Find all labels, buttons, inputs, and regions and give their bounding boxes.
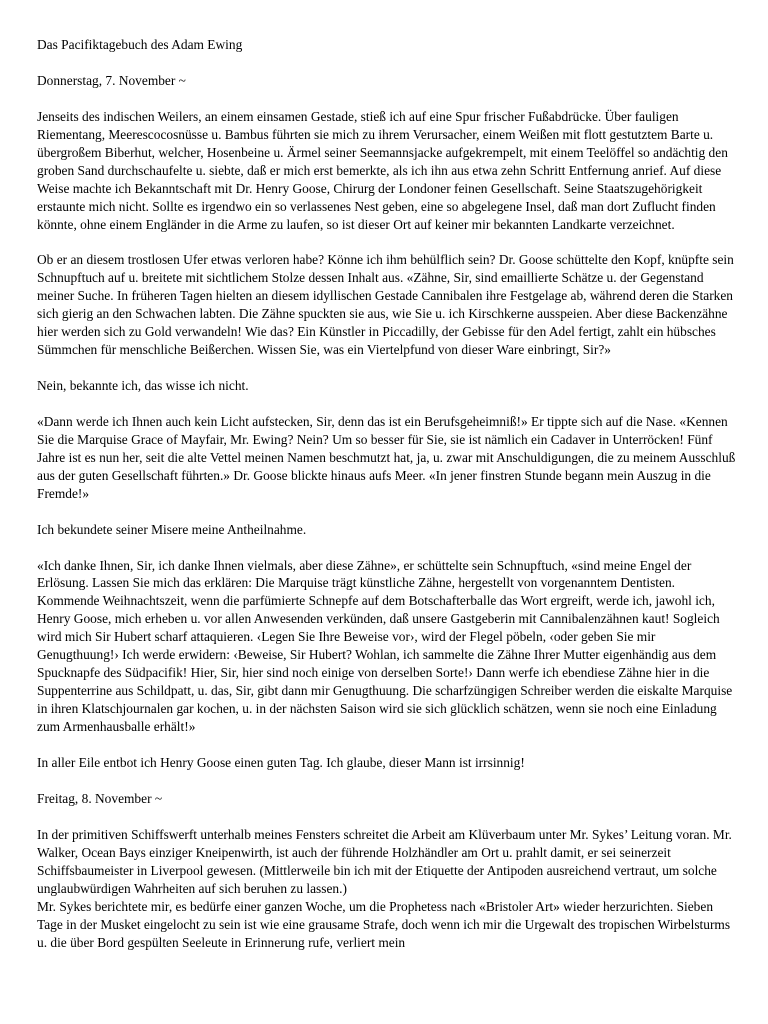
document-page (37, 36, 737, 951)
body-paragraph: Ob er an diesem trostlosen Ufer etwas verloren habe? Könne ich ihm behülflich sein? Dr. Goose schüttelte den Kopf, knüpfte sein Schnupftuch auf u. breitete mit sichtlichem Stolze dessen Inhalt aus. «Zähne, Sir, sind emaillierte Schätze u. der Gegenstand meiner Suche. In früheren Tagen hielten an diesem idyllischen Gestade Cannibalen ihre Festgelage ab, während deren die Starken sich gierig an den Schwachen labten. Die Zähne spuckten sie aus, wie Sie u. ich Kirschkerne ausspeien. Aber diese Backenzähne hier werden sich zu Gold verwandeln! Wie das? Ein Künstler in Piccadilly, der Gebisse für den Adel fertigt, zahlt ein hübsches Sümmchen für menschliche Beißerchen. Wissen Sie, was ein Viertelpfund von dieser Ware einbringt, Sir?» (37, 252, 734, 358)
diary-date-heading: Donnerstag, 7. November ~ (37, 72, 186, 88)
diary-date-heading: Freitag, 8. November ~ (37, 790, 163, 806)
body-paragraph: Ich bekundete seiner Misere meine Antheilnahme. (37, 521, 307, 537)
body-paragraph: «Dann werde ich Ihnen auch kein Licht aufstecken, Sir, denn das ist ein Berufsgeheimniß!» Er tippte sich auf die Nase. «Kennen Sie die Marquise Grace of Mayfair, Mr. Ewing? Nein? Um so besser für Sie, sie ist nämlich ein Cadaver in Unterröcken! Fünf Jahre ist es nun her, seit die alte Vettel meinen Namen beschmutzt hat, ja, u. zwar mit Anschuldigungen, die zu meinem Ausschluß aus der guten Gesellschaft führten.» Dr. Goose blickte hinaus aufs Meer. «In jener finstren Stunde begann mein Auszug in die Fremde!» (37, 413, 736, 501)
body-paragraph: In aller Eile entbot ich Henry Goose einen guten Tag. Ich glaube, dieser Mann ist irrsinnig! (37, 755, 525, 770)
document-title: Das Pacifiktagebuch des Adam Ewing (37, 37, 243, 52)
body-paragraph: Nein, bekannte ich, das wisse ich nicht. (37, 378, 249, 394)
body-paragraph: «Ich danke Ihnen, Sir, ich danke Ihnen vielmals, aber diese Zähne», er schüttelte sein Schnupftuch, «sind meine Engel der Erlösung. Lassen Sie mich das erklären: Die Marquise trägt künstliche Zähne, hergestellt von vorgenanntem Dentisten. Kommende Weihnachtszeit, wenn die parfümierte Schnepfe auf dem Botschafterballe das Wort ergreift, werde ich, jawohl ich, Henry Goose, mich erheben u. vor allen Anwesenden verkünden, daß unsere Gastgeberin mit Cannibalenzähnen kaut! Sogleich wird mich Sir Hubert scharf attaquieren. ‹Legen Sie Ihre Beweise vor›, wird der Flegel pöbeln, ‹oder geben Sie mir Genugthuung!› Ich werde erwidern: ‹Beweise, Sir Hubert? Wohlan, ich sammelte die Zähne Ihrer Mutter eigenhändig aus dem Spucknapfe des Südpacifik! Hier, Sir, hier sind noch einige von derselben Sorte!› Dann werfe ich ebendiese Zähne hier in die Suppenterrine aus Schildpatt, u. das, Sir, gibt dann mir Genugthuung. Die scharfzüngigen Schreiber werden die eiskalte Marquise in ihren Klatschjournalen gar kochen, u. in der nächsten Saison wird sie sich glücklich schätzen, wenn sie noch eine Einladung zum Armenhausballe erhält!» (37, 557, 733, 735)
body-paragraph: In der primitiven Schiffswerft unterhalb meines Fensters schreitet die Arbeit am Klüverbaum unter Mr. Sykes’ Leitung voran. Mr. Walker, Ocean Bays einziger Kneipenwirth, ist auch der führende Holzhändler am Ort u. prahlt damit, er sei seinerzeit Schiffsbaumeister in Liverpool gewesen. (Mittlerweile bin ich mit der Etiquette der Antipoden ausreichend vertraut, um solche unglaubwürdigen Wahrheiten auf sich beruhen zu lassen.) (37, 826, 732, 896)
body-paragraph: Mr. Sykes berichtete mir, es bedürfe einer ganzen Woche, um die Prophetess nach «Bristoler Art» wieder herzurichten. Sieben Tage in der Musket eingelocht zu sein ist wie eine grausame Strafe, doch wenn ich mir die Urgewalt des tropischen Wirbelsturms u. die über Bord gespülten Seeleute in Erinnerung rufe, verliert mein (37, 898, 731, 950)
body-paragraph: Jenseits des indischen Weilers, an einem einsamen Gestade, stieß ich auf eine Spur frischer Fußabdrücke. Über fauligen Riementang, Meerescocosnüsse u. Bambus führten sie mich zu ihrem Verursacher, einem Weißen mit flott gestutztem Barte u. übergroßem Biberhut, welcher, Hosenbeine u. Ärmel seiner Seemannsjacke aufgekrempelt, mit einem Teelöffel so andächtig den groben Sand durchschaufelte u. siebte, daß er mich erst bemerkte, als ich ihn aus etwa zehn Schritt Entfernung anrief. Auf diese Weise machte ich Bekanntschaft mit Dr. Henry Goose, Chirurg der Londoner feinen Gesellschaft. Seine Staatszugehörigkeit erstaunte mich nicht. Sollte es irgendwo ein so verlassenes Nest geben, eine so abgelegene Insel, daß man dort Zuflucht finden könnte, ohne einem Engländer in die Arme zu laufen, so ist dieser Ort auf keiner mir bekannten Landkarte verzeichnet. (37, 108, 728, 232)
